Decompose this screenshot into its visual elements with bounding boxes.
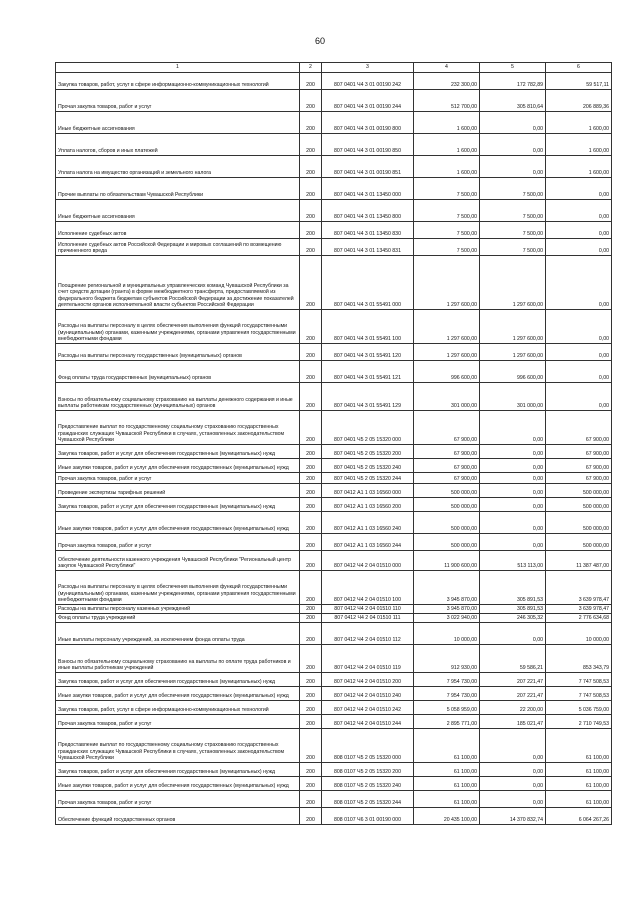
cell-approved-amount: 5 058 959,00 bbox=[414, 701, 480, 715]
cell-unexecuted-amount: 206 889,36 bbox=[546, 90, 612, 112]
cell-line-code: 200 bbox=[300, 715, 322, 729]
cell-budget-classification-code: 808 0107 Ч5 2 05 15320 000 bbox=[322, 729, 414, 763]
cell-approved-amount: 512 700,00 bbox=[414, 90, 480, 112]
cell-unexecuted-amount: 7 747 508,53 bbox=[546, 673, 612, 687]
cell-executed-amount: 7 500,00 bbox=[480, 239, 546, 256]
cell-line-code: 200 bbox=[300, 90, 322, 112]
cell-unexecuted-amount: 0,00 bbox=[546, 239, 612, 256]
cell-approved-amount: 1 297 600,00 bbox=[414, 344, 480, 361]
cell-approved-amount: 20 435 100,00 bbox=[414, 808, 480, 825]
table-row bbox=[56, 614, 612, 623]
cell-executed-amount: 0,00 bbox=[480, 534, 546, 551]
cell-budget-classification-code: 807 0401 Ч4 3 01 13450 831 bbox=[322, 239, 414, 256]
table-row bbox=[56, 200, 612, 222]
cell-unexecuted-amount: 500 000,00 bbox=[546, 484, 612, 498]
cell-budget-classification-code: 807 0401 Ч4 3 01 00190 800 bbox=[322, 112, 414, 134]
cell-description: Иные бюджетные ассигнования bbox=[56, 200, 300, 222]
cell-unexecuted-amount: 0,00 bbox=[546, 344, 612, 361]
cell-approved-amount: 1 600,00 bbox=[414, 156, 480, 178]
cell-description: Фонд оплаты труда учреждений bbox=[56, 614, 300, 623]
cell-line-code: 200 bbox=[300, 498, 322, 512]
cell-budget-classification-code: 807 0412 Ч4 2 04 01510 244 bbox=[322, 715, 414, 729]
cell-line-code: 200 bbox=[300, 623, 322, 645]
cell-executed-amount: 1 297 600,00 bbox=[480, 310, 546, 344]
cell-line-code: 200 bbox=[300, 729, 322, 763]
table-row bbox=[56, 791, 612, 808]
cell-unexecuted-amount: 59 517,11 bbox=[546, 73, 612, 90]
cell-description: Предоставление выплат по государственному социальному страхованию государственных гражданских служащих Чувашской Республики в случаях, установленных законодательством Чувашской Республики bbox=[56, 411, 300, 445]
cell-approved-amount: 61 100,00 bbox=[414, 777, 480, 791]
cell-description: Закупка товаров, работ и услуг для обеспечения государственных (муниципальных) нужд bbox=[56, 763, 300, 777]
cell-description: Прочая закупка товаров, работ и услуг bbox=[56, 473, 300, 484]
cell-budget-classification-code: 807 0401 Ч5 2 05 15320 240 bbox=[322, 459, 414, 473]
cell-budget-classification-code: 807 0412 А1 1 03 16560 200 bbox=[322, 498, 414, 512]
cell-approved-amount: 61 100,00 bbox=[414, 729, 480, 763]
cell-executed-amount: 0,00 bbox=[480, 411, 546, 445]
table-row bbox=[56, 445, 612, 459]
cell-budget-classification-code: 807 0401 Ч4 3 01 55491 120 bbox=[322, 344, 414, 361]
cell-approved-amount: 500 000,00 bbox=[414, 534, 480, 551]
table-row bbox=[56, 729, 612, 763]
cell-description: Взносы по обязательному социальному страхованию на выплаты денежного содержания и иные выплаты работникам государственных (муниципальных) органов bbox=[56, 383, 300, 411]
table-header bbox=[56, 63, 612, 73]
cell-approved-amount: 1 297 600,00 bbox=[414, 310, 480, 344]
cell-budget-classification-code: 807 0401 Ч4 3 01 55491 129 bbox=[322, 383, 414, 411]
header-col-5: 5 bbox=[480, 63, 546, 73]
cell-budget-classification-code: 807 0401 Ч4 3 01 00190 850 bbox=[322, 134, 414, 156]
cell-line-code: 200 bbox=[300, 484, 322, 498]
table-row bbox=[56, 623, 612, 645]
cell-executed-amount: 7 500,00 bbox=[480, 200, 546, 222]
table-body bbox=[56, 73, 612, 825]
table-row bbox=[56, 777, 612, 791]
table-row bbox=[56, 808, 612, 825]
budget-table-container bbox=[55, 62, 611, 825]
cell-description: Иные закупки товаров, работ и услуг для обеспечения государственных (муниципальных) нужд bbox=[56, 459, 300, 473]
cell-unexecuted-amount: 0,00 bbox=[546, 361, 612, 383]
cell-description: Уплата налога на имущество организаций и земельного налога bbox=[56, 156, 300, 178]
cell-budget-classification-code: 807 0401 Ч4 3 01 13450 800 bbox=[322, 200, 414, 222]
cell-unexecuted-amount: 0,00 bbox=[546, 383, 612, 411]
cell-line-code: 200 bbox=[300, 239, 322, 256]
page-number: 60 bbox=[314, 36, 325, 46]
cell-description: Расходы на выплаты персоналу государственных (муниципальных) органов bbox=[56, 344, 300, 361]
cell-description: Закупка товаров, работ и услуг для обеспечения государственных (муниципальных) нужд bbox=[56, 445, 300, 459]
cell-line-code: 200 bbox=[300, 614, 322, 623]
cell-description: Закупка товаров, работ и услуг для обеспечения государственных (муниципальных) нужд bbox=[56, 498, 300, 512]
budget-execution-table bbox=[55, 62, 612, 825]
cell-approved-amount: 3 945 870,00 bbox=[414, 605, 480, 614]
table-row bbox=[56, 498, 612, 512]
cell-description: Иные выплаты персоналу учреждений, за исключением фонда оплаты труда bbox=[56, 623, 300, 645]
cell-budget-classification-code: 807 0401 Ч4 3 01 13450 000 bbox=[322, 178, 414, 200]
table-row bbox=[56, 534, 612, 551]
cell-budget-classification-code: 807 0401 Ч4 3 01 55491 100 bbox=[322, 310, 414, 344]
table-row bbox=[56, 473, 612, 484]
table-row bbox=[56, 112, 612, 134]
cell-unexecuted-amount: 0,00 bbox=[546, 200, 612, 222]
cell-description: Иные закупки товаров, работ и услуг для обеспечения государственных (муниципальных) нужд bbox=[56, 687, 300, 701]
table-row bbox=[56, 701, 612, 715]
cell-unexecuted-amount: 2 710 749,53 bbox=[546, 715, 612, 729]
cell-executed-amount: 0,00 bbox=[480, 156, 546, 178]
cell-unexecuted-amount: 853 343,79 bbox=[546, 645, 612, 673]
table-row bbox=[56, 484, 612, 498]
cell-unexecuted-amount: 1 600,00 bbox=[546, 134, 612, 156]
cell-unexecuted-amount: 500 000,00 bbox=[546, 512, 612, 534]
cell-line-code: 200 bbox=[300, 361, 322, 383]
table-row bbox=[56, 411, 612, 445]
cell-unexecuted-amount: 67 900,00 bbox=[546, 459, 612, 473]
cell-description: Прочие выплаты по обязательствам Чувашской Республики bbox=[56, 178, 300, 200]
cell-unexecuted-amount: 2 776 634,68 bbox=[546, 614, 612, 623]
cell-executed-amount: 1 297 600,00 bbox=[480, 344, 546, 361]
table-row bbox=[56, 134, 612, 156]
cell-executed-amount: 0,00 bbox=[480, 763, 546, 777]
cell-approved-amount: 500 000,00 bbox=[414, 498, 480, 512]
table-row bbox=[56, 178, 612, 200]
header-col-1: 1 bbox=[56, 63, 300, 73]
cell-executed-amount: 513 113,00 bbox=[480, 551, 546, 571]
cell-description: Прочая закупка товаров, работ и услуг bbox=[56, 534, 300, 551]
cell-approved-amount: 301 000,00 bbox=[414, 383, 480, 411]
cell-approved-amount: 7 954 730,00 bbox=[414, 687, 480, 701]
table-row bbox=[56, 90, 612, 112]
cell-line-code: 200 bbox=[300, 73, 322, 90]
cell-unexecuted-amount: 61 100,00 bbox=[546, 791, 612, 808]
cell-line-code: 200 bbox=[300, 344, 322, 361]
cell-approved-amount: 67 900,00 bbox=[414, 459, 480, 473]
cell-unexecuted-amount: 3 639 978,47 bbox=[546, 605, 612, 614]
cell-description: Взносы по обязательному социальному страхованию на выплаты по оплате труда работников и иные выплаты работникам учреждений bbox=[56, 645, 300, 673]
cell-line-code: 200 bbox=[300, 134, 322, 156]
cell-budget-classification-code: 807 0401 Ч4 3 01 13450 830 bbox=[322, 222, 414, 239]
cell-description: Обеспечение функций государственных органов bbox=[56, 808, 300, 825]
cell-line-code: 200 bbox=[300, 571, 322, 605]
cell-budget-classification-code: 807 0401 Ч5 2 05 15320 244 bbox=[322, 473, 414, 484]
cell-description: Расходы на выплаты персоналу в целях обеспечения выполнения функций государственными (муниципальными) органами, казенными учреждениями, органами управления государственными внебюджетными фондами bbox=[56, 310, 300, 344]
table-row bbox=[56, 239, 612, 256]
cell-budget-classification-code: 807 0412 Ч4 2 04 01510 111 bbox=[322, 614, 414, 623]
cell-executed-amount: 996 600,00 bbox=[480, 361, 546, 383]
cell-approved-amount: 67 900,00 bbox=[414, 473, 480, 484]
cell-approved-amount: 912 930,00 bbox=[414, 645, 480, 673]
cell-executed-amount: 305 810,64 bbox=[480, 90, 546, 112]
cell-approved-amount: 500 000,00 bbox=[414, 512, 480, 534]
cell-executed-amount: 0,00 bbox=[480, 791, 546, 808]
cell-budget-classification-code: 807 0401 Ч5 2 05 15320 000 bbox=[322, 411, 414, 445]
cell-executed-amount: 172 782,89 bbox=[480, 73, 546, 90]
cell-executed-amount: 0,00 bbox=[480, 484, 546, 498]
cell-unexecuted-amount: 1 600,00 bbox=[546, 112, 612, 134]
cell-executed-amount: 14 370 832,74 bbox=[480, 808, 546, 825]
cell-budget-classification-code: 807 0412 Ч4 2 04 01510 000 bbox=[322, 551, 414, 571]
cell-line-code: 200 bbox=[300, 112, 322, 134]
cell-approved-amount: 61 100,00 bbox=[414, 791, 480, 808]
cell-unexecuted-amount: 500 000,00 bbox=[546, 534, 612, 551]
cell-budget-classification-code: 807 0412 Ч4 2 04 01510 112 bbox=[322, 623, 414, 645]
table-row bbox=[56, 156, 612, 178]
cell-approved-amount: 67 900,00 bbox=[414, 411, 480, 445]
cell-description: Иные бюджетные ассигнования bbox=[56, 112, 300, 134]
cell-executed-amount: 0,00 bbox=[480, 777, 546, 791]
cell-executed-amount: 246 305,32 bbox=[480, 614, 546, 623]
cell-budget-classification-code: 807 0412 Ч4 2 04 01510 240 bbox=[322, 687, 414, 701]
cell-unexecuted-amount: 0,00 bbox=[546, 256, 612, 310]
cell-line-code: 200 bbox=[300, 551, 322, 571]
cell-approved-amount: 500 000,00 bbox=[414, 484, 480, 498]
cell-budget-classification-code: 808 0107 Ч5 2 05 15320 240 bbox=[322, 777, 414, 791]
cell-executed-amount: 7 500,00 bbox=[480, 178, 546, 200]
cell-budget-classification-code: 807 0401 Ч4 3 01 00190 242 bbox=[322, 73, 414, 90]
cell-unexecuted-amount: 67 900,00 bbox=[546, 473, 612, 484]
cell-line-code: 200 bbox=[300, 222, 322, 239]
cell-approved-amount: 7 954 730,00 bbox=[414, 673, 480, 687]
cell-description: Обеспечение деятельности казенного учреждения Чувашской Республики "Региональный центр закупок Чувашской Республики" bbox=[56, 551, 300, 571]
table-row bbox=[56, 673, 612, 687]
cell-approved-amount: 61 100,00 bbox=[414, 763, 480, 777]
cell-line-code: 200 bbox=[300, 310, 322, 344]
cell-description: Закупка товаров, работ, услуг в сфере информационно-коммуникационных технологий bbox=[56, 73, 300, 90]
cell-line-code: 200 bbox=[300, 605, 322, 614]
cell-approved-amount: 1 600,00 bbox=[414, 112, 480, 134]
cell-budget-classification-code: 808 0107 Ч6 3 01 00190 000 bbox=[322, 808, 414, 825]
cell-line-code: 200 bbox=[300, 673, 322, 687]
cell-unexecuted-amount: 0,00 bbox=[546, 178, 612, 200]
cell-approved-amount: 7 500,00 bbox=[414, 200, 480, 222]
cell-approved-amount: 10 000,00 bbox=[414, 623, 480, 645]
cell-budget-classification-code: 807 0412 Ч4 2 04 01510 110 bbox=[322, 605, 414, 614]
table-row bbox=[56, 551, 612, 571]
table-row bbox=[56, 645, 612, 673]
cell-approved-amount: 7 500,00 bbox=[414, 222, 480, 239]
cell-approved-amount: 2 895 771,00 bbox=[414, 715, 480, 729]
header-col-4: 4 bbox=[414, 63, 480, 73]
table-row bbox=[56, 687, 612, 701]
cell-approved-amount: 996 600,00 bbox=[414, 361, 480, 383]
cell-description: Расходы на выплаты персоналу казенных учреждений bbox=[56, 605, 300, 614]
cell-unexecuted-amount: 61 100,00 bbox=[546, 763, 612, 777]
cell-unexecuted-amount: 6 064 267,26 bbox=[546, 808, 612, 825]
cell-budget-classification-code: 807 0401 Ч4 3 01 00190 851 bbox=[322, 156, 414, 178]
table-row bbox=[56, 344, 612, 361]
cell-approved-amount: 3 022 940,00 bbox=[414, 614, 480, 623]
cell-executed-amount: 207 221,47 bbox=[480, 673, 546, 687]
cell-description: Закупка товаров, работ, услуг в сфере информационно-коммуникационных технологий bbox=[56, 701, 300, 715]
cell-budget-classification-code: 807 0401 Ч5 2 05 15320 200 bbox=[322, 445, 414, 459]
cell-line-code: 200 bbox=[300, 445, 322, 459]
header-col-2: 2 bbox=[300, 63, 322, 73]
cell-budget-classification-code: 807 0412 А1 1 03 16560 244 bbox=[322, 534, 414, 551]
cell-approved-amount: 1 297 600,00 bbox=[414, 256, 480, 310]
cell-budget-classification-code: 807 0412 Ч4 2 04 01510 119 bbox=[322, 645, 414, 673]
cell-unexecuted-amount: 61 100,00 bbox=[546, 777, 612, 791]
cell-description: Прочая закупка товаров, работ и услуг bbox=[56, 715, 300, 729]
table-row bbox=[56, 512, 612, 534]
cell-line-code: 200 bbox=[300, 808, 322, 825]
cell-budget-classification-code: 807 0412 А1 1 03 16560 240 bbox=[322, 512, 414, 534]
cell-description: Поощрение региональной и муниципальных управленческих команд Чувашской Республики за счет средств дотации (гранта) в форме межбюджетного трансферта, предоставляемой из федерального бюджета бюджетам субъектов Российской Федерации за достижение показателей деятельности органов исполнительной власти субъектов Российской Федерации bbox=[56, 256, 300, 310]
cell-unexecuted-amount: 67 900,00 bbox=[546, 445, 612, 459]
cell-budget-classification-code: 807 0401 Ч4 3 01 00190 244 bbox=[322, 90, 414, 112]
cell-unexecuted-amount: 3 639 978,47 bbox=[546, 571, 612, 605]
cell-unexecuted-amount: 61 100,00 bbox=[546, 729, 612, 763]
table-row bbox=[56, 459, 612, 473]
cell-budget-classification-code: 807 0412 Ч4 2 04 01510 200 bbox=[322, 673, 414, 687]
cell-line-code: 200 bbox=[300, 178, 322, 200]
table-row bbox=[56, 763, 612, 777]
cell-unexecuted-amount: 0,00 bbox=[546, 310, 612, 344]
cell-description: Предоставление выплат по государственному социальному страхованию государственных гражданских служащих Чувашской Республики в случаях, установленных законодательством Чувашской Республики bbox=[56, 729, 300, 763]
cell-approved-amount: 67 900,00 bbox=[414, 445, 480, 459]
header-col-6: 6 bbox=[546, 63, 612, 73]
cell-executed-amount: 207 221,47 bbox=[480, 687, 546, 701]
cell-executed-amount: 0,00 bbox=[480, 445, 546, 459]
cell-executed-amount: 7 500,00 bbox=[480, 222, 546, 239]
cell-line-code: 200 bbox=[300, 411, 322, 445]
cell-executed-amount: 0,00 bbox=[480, 512, 546, 534]
cell-budget-classification-code: 808 0107 Ч5 2 05 15320 200 bbox=[322, 763, 414, 777]
cell-unexecuted-amount: 5 036 759,00 bbox=[546, 701, 612, 715]
cell-approved-amount: 11 900 600,00 bbox=[414, 551, 480, 571]
cell-line-code: 200 bbox=[300, 534, 322, 551]
cell-executed-amount: 0,00 bbox=[480, 134, 546, 156]
cell-description: Исполнение судебных актов Российской Федерации и мировых соглашений по возмещению причиненного вреда bbox=[56, 239, 300, 256]
cell-executed-amount: 0,00 bbox=[480, 473, 546, 484]
cell-budget-classification-code: 807 0412 Ч4 2 04 01510 100 bbox=[322, 571, 414, 605]
cell-budget-classification-code: 807 0401 Ч4 3 01 55491 121 bbox=[322, 361, 414, 383]
cell-line-code: 200 bbox=[300, 459, 322, 473]
cell-line-code: 200 bbox=[300, 200, 322, 222]
cell-description: Прочая закупка товаров, работ и услуг bbox=[56, 791, 300, 808]
cell-line-code: 200 bbox=[300, 383, 322, 411]
cell-description: Иные закупки товаров, работ и услуг для обеспечения государственных (муниципальных) нужд bbox=[56, 512, 300, 534]
cell-executed-amount: 0,00 bbox=[480, 459, 546, 473]
cell-line-code: 200 bbox=[300, 791, 322, 808]
table-row bbox=[56, 222, 612, 239]
cell-executed-amount: 305 891,53 bbox=[480, 571, 546, 605]
cell-executed-amount: 22 200,00 bbox=[480, 701, 546, 715]
cell-description: Исполнение судебных актов bbox=[56, 222, 300, 239]
table-row bbox=[56, 605, 612, 614]
cell-executed-amount: 59 586,21 bbox=[480, 645, 546, 673]
table-row bbox=[56, 361, 612, 383]
cell-line-code: 200 bbox=[300, 687, 322, 701]
cell-description: Расходы на выплаты персоналу в целях обеспечения выполнения функций государственными (муниципальными) органами, казенными учреждениями, органами управления государственными внебюджетными фондами bbox=[56, 571, 300, 605]
cell-description: Проведение экспертизы тарифных решений bbox=[56, 484, 300, 498]
cell-approved-amount: 1 600,00 bbox=[414, 134, 480, 156]
cell-description: Прочая закупка товаров, работ и услуг bbox=[56, 90, 300, 112]
cell-line-code: 200 bbox=[300, 512, 322, 534]
cell-executed-amount: 301 000,00 bbox=[480, 383, 546, 411]
cell-executed-amount: 0,00 bbox=[480, 729, 546, 763]
cell-executed-amount: 0,00 bbox=[480, 112, 546, 134]
cell-description: Фонд оплаты труда государственных (муниципальных) органов bbox=[56, 361, 300, 383]
header-col-3: 3 bbox=[322, 63, 414, 73]
cell-unexecuted-amount: 7 747 508,53 bbox=[546, 687, 612, 701]
cell-description: Закупка товаров, работ и услуг для обеспечения государственных (муниципальных) нужд bbox=[56, 673, 300, 687]
cell-budget-classification-code: 807 0412 Ч4 2 04 01510 242 bbox=[322, 701, 414, 715]
table-row bbox=[56, 256, 612, 310]
cell-unexecuted-amount: 67 900,00 bbox=[546, 411, 612, 445]
cell-executed-amount: 1 297 600,00 bbox=[480, 256, 546, 310]
cell-executed-amount: 185 021,47 bbox=[480, 715, 546, 729]
table-row bbox=[56, 571, 612, 605]
cell-budget-classification-code: 808 0107 Ч5 2 05 15320 244 bbox=[322, 791, 414, 808]
cell-line-code: 200 bbox=[300, 473, 322, 484]
cell-unexecuted-amount: 10 000,00 bbox=[546, 623, 612, 645]
cell-executed-amount: 0,00 bbox=[480, 498, 546, 512]
cell-unexecuted-amount: 11 387 487,00 bbox=[546, 551, 612, 571]
cell-executed-amount: 305 891,53 bbox=[480, 605, 546, 614]
table-row bbox=[56, 383, 612, 411]
cell-approved-amount: 7 500,00 bbox=[414, 239, 480, 256]
cell-unexecuted-amount: 500 000,00 bbox=[546, 498, 612, 512]
table-row bbox=[56, 310, 612, 344]
table-row bbox=[56, 715, 612, 729]
cell-line-code: 200 bbox=[300, 777, 322, 791]
cell-approved-amount: 7 500,00 bbox=[414, 178, 480, 200]
header-row bbox=[56, 63, 612, 73]
cell-line-code: 200 bbox=[300, 645, 322, 673]
cell-budget-classification-code: 807 0412 А1 1 03 16560 000 bbox=[322, 484, 414, 498]
cell-approved-amount: 3 945 870,00 bbox=[414, 571, 480, 605]
table-row bbox=[56, 73, 612, 90]
cell-line-code: 200 bbox=[300, 256, 322, 310]
cell-approved-amount: 232 300,00 bbox=[414, 73, 480, 90]
cell-line-code: 200 bbox=[300, 763, 322, 777]
cell-description: Уплата налогов, сборов и иных платежей bbox=[56, 134, 300, 156]
cell-line-code: 200 bbox=[300, 701, 322, 715]
cell-description: Иные закупки товаров, работ и услуг для обеспечения государственных (муниципальных) нужд bbox=[56, 777, 300, 791]
cell-line-code: 200 bbox=[300, 156, 322, 178]
cell-unexecuted-amount: 0,00 bbox=[546, 222, 612, 239]
cell-unexecuted-amount: 1 600,00 bbox=[546, 156, 612, 178]
cell-executed-amount: 0,00 bbox=[480, 623, 546, 645]
cell-budget-classification-code: 807 0401 Ч4 3 01 55491 000 bbox=[322, 256, 414, 310]
